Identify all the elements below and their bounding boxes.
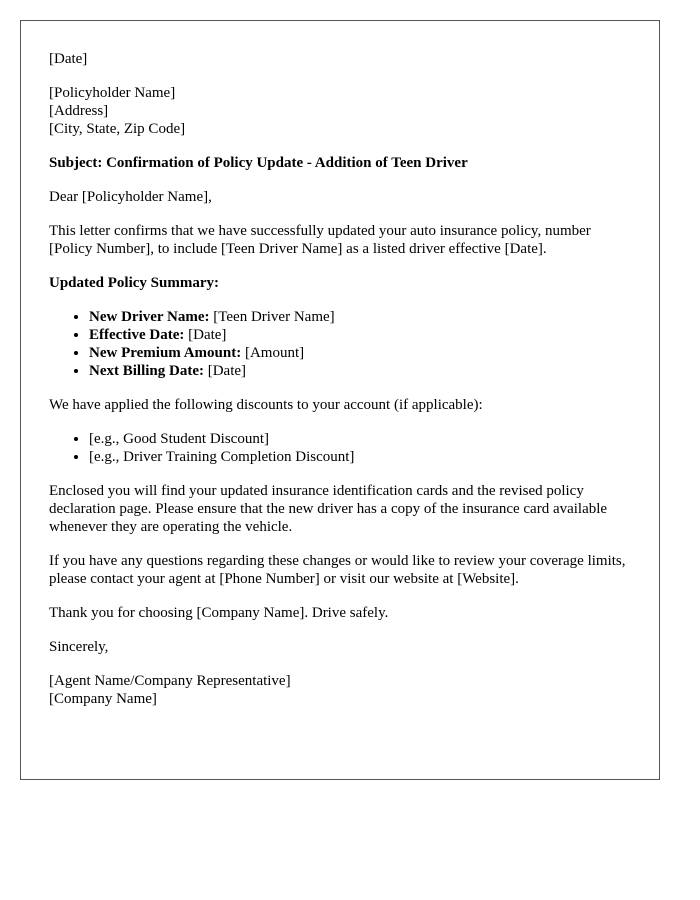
discount-item: • [e.g., Good Student Discount]: [89, 430, 631, 448]
summary-item-value: [Date]: [184, 327, 227, 343]
summary-item-label: Effective Date:: [89, 327, 185, 343]
signature-block: [49, 672, 631, 708]
letter-page: [20, 20, 660, 780]
summary-item-value: [Amount]: [241, 345, 305, 361]
summary-item-label: New Premium Amount:: [89, 345, 242, 361]
signature-company: [Company Name]: [49, 691, 157, 707]
discounts-intro: We have applied the following discounts to your account (if applicable):: [49, 397, 483, 413]
letter-subject: Subject: Confirmation of Policy Update - Addition of Teen Driver: [49, 155, 468, 171]
intro-paragraph: This letter confirms that we have successfully updated your auto insurance policy, number [Policy Number], to include [Teen Driver Name] as a listed driver effective [Date].: [49, 223, 591, 257]
discount-item: • [e.g., Driver Training Completion Discount]: [89, 448, 631, 466]
summary-heading: Updated Policy Summary:: [49, 275, 219, 291]
summary-item: [89, 344, 631, 362]
salutation: Dear [Policyholder Name],: [49, 189, 212, 205]
summary-item-label: New Driver Name:: [89, 309, 210, 325]
questions-paragraph: If you have any questions regarding these changes or would like to review your coverage limits, please contact your agent at [Phone Number] or visit our website at [Website].: [49, 553, 626, 587]
summary-item-label: Next Billing Date:: [89, 363, 204, 379]
recipient-block: [49, 84, 631, 138]
discounts-list: [49, 430, 631, 466]
closing: Sincerely,: [49, 639, 109, 655]
summary-list: [49, 308, 631, 380]
signature-name: [Agent Name/Company Representative]: [49, 673, 291, 689]
thanks-paragraph: Thank you for choosing [Company Name]. Drive safely.: [49, 605, 389, 621]
summary-item: [89, 308, 631, 326]
summary-item: [89, 326, 631, 344]
summary-item-value: [Teen Driver Name]: [209, 309, 335, 325]
summary-item: [89, 362, 631, 380]
enclosure-paragraph: Enclosed you will find your updated insurance identification cards and the revised policy declaration page. Please ensure that the new driver has a copy of the insurance card available whenever they are operating the vehicle.: [49, 483, 608, 535]
recipient-city-state-zip: [City, State, Zip Code]: [49, 121, 186, 137]
recipient-address: [Address]: [49, 103, 109, 119]
recipient-name: [Policyholder Name]: [49, 85, 176, 101]
letter-date: [Date]: [49, 51, 88, 67]
summary-item-value: [Date]: [203, 363, 247, 379]
